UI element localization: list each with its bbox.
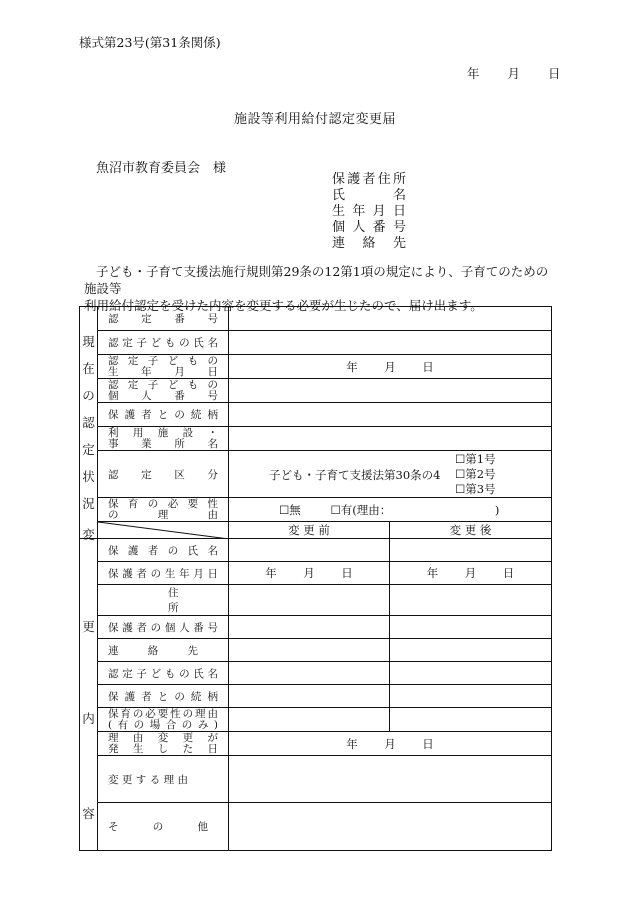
change-child-name-before-field[interactable]: [229, 662, 390, 685]
category-option-3-checkbox[interactable]: ☐第3号: [455, 482, 496, 496]
cert-number-label: 認定番号: [98, 307, 229, 331]
applicant-name-label: 氏名: [332, 188, 406, 203]
other-field[interactable]: [229, 803, 552, 851]
contact-before-field[interactable]: [229, 639, 390, 662]
applicant-address-label: 保護者住所: [332, 172, 406, 187]
address-after-field[interactable]: [390, 585, 552, 616]
necessity-none-checkbox[interactable]: ☐無: [279, 502, 301, 517]
child-birthdate-field[interactable]: 年 月 日: [229, 355, 552, 379]
body-text-line-2: 利用給付認定を受けた内容を変更する必要が生じたので、届け出ます。: [84, 298, 483, 313]
guardian-mynumber-before-field[interactable]: [229, 616, 390, 639]
guardian-birthdate-after-field[interactable]: 年 月 日: [390, 562, 552, 585]
relation-field[interactable]: [229, 403, 552, 427]
guardian-mynumber-label: 保護者の個人番号: [98, 616, 229, 639]
child-name-label: 認定子どもの氏名: [98, 331, 229, 355]
category-option-2-checkbox[interactable]: ☐第2号: [455, 467, 496, 481]
change-relation-before-field[interactable]: [229, 685, 390, 708]
date-year-label: 年: [467, 66, 480, 81]
guardian-name-label: 保護者の氏名: [98, 539, 229, 562]
facility-label: 利用施設・ 事業所名: [98, 427, 229, 451]
diagonal-line-icon: [98, 522, 229, 539]
relation-label: 保護者との続柄: [98, 403, 229, 427]
other-label: その他: [98, 803, 229, 851]
category-field: [229, 451, 552, 498]
change-child-name-after-field[interactable]: [390, 662, 552, 685]
address-before-field[interactable]: [229, 585, 390, 616]
body-text-line-1: 子ども・子育て支援法施行規則第29条の12第1項の規定により、子育てのための施設等: [84, 264, 549, 296]
category-label: 認定区分: [98, 451, 229, 498]
guardian-mynumber-after-field[interactable]: [390, 616, 552, 639]
change-child-name-label: 認定子どもの氏名: [98, 662, 229, 685]
child-mynumber-label: 認定子どもの 個人番号: [98, 379, 229, 403]
change-necessity-before-field[interactable]: [229, 708, 390, 732]
guardian-birthdate-before-field[interactable]: 年 月 日: [229, 562, 390, 585]
change-necessity-label: 保育の必要性の理由 (有の場合のみ): [98, 708, 229, 732]
diagonal-header-cell: [98, 522, 229, 539]
change-necessity-after-field[interactable]: [390, 708, 552, 732]
category-options: [455, 452, 496, 497]
child-birthdate-label: 認定子どもの 生年月日: [98, 355, 229, 379]
change-relation-after-field[interactable]: [390, 685, 552, 708]
category-law-text: 子ども・子育て支援法第30条の4: [269, 468, 441, 482]
date-day-label: 日: [548, 66, 561, 81]
contact-after-field[interactable]: [390, 639, 552, 662]
necessity-field: [229, 498, 552, 522]
current-status-side-label: 現 在 の 認 定 状 況: [80, 307, 98, 539]
change-content-side-label: 変 更 内 容: [80, 539, 98, 851]
applicant-mynumber-label: 個人番号: [332, 220, 406, 235]
change-date-field[interactable]: 年 月 日: [229, 732, 552, 756]
necessity-label: 保育の必要性 の理由: [98, 498, 229, 522]
contact-label: 連絡先: [98, 639, 229, 662]
change-reason-field[interactable]: [229, 756, 552, 803]
guardian-birthdate-label: 保護者の生年月日: [98, 562, 229, 585]
after-change-header: 変 更 後: [390, 522, 552, 539]
address-label: 住所: [98, 585, 229, 616]
applicant-birthdate-label: 生年月日: [332, 204, 406, 219]
date-month-label: 月: [507, 66, 521, 81]
document-title: 施設等利用給付認定変更届: [233, 112, 396, 127]
child-mynumber-field[interactable]: [229, 379, 552, 403]
facility-field[interactable]: [229, 427, 552, 451]
addressee: 魚沼市教育委員会 様: [96, 161, 227, 176]
guardian-name-before-field[interactable]: [229, 539, 390, 562]
category-option-1-checkbox[interactable]: ☐第1号: [455, 452, 496, 466]
cert-number-field[interactable]: [229, 307, 552, 331]
applicant-labels: [332, 172, 406, 252]
guardian-name-after-field[interactable]: [390, 539, 552, 562]
necessity-yes-checkbox[interactable]: ☐有(理由：: [330, 502, 392, 517]
applicant-contact-label: 連絡先: [332, 236, 406, 251]
change-relation-label: 保護者との続柄: [98, 685, 229, 708]
before-change-header: 変 更 前: [229, 522, 390, 539]
form-number: 様式第23号(第31条関係): [79, 35, 221, 50]
change-reason-label: 変更する理由: [98, 756, 229, 803]
submission-date: [467, 64, 561, 82]
necessity-close-paren: ): [494, 502, 500, 517]
child-name-field[interactable]: [229, 331, 552, 355]
change-notification-table: [79, 306, 552, 851]
change-date-label: 理由変更が 発生した日: [98, 732, 229, 756]
